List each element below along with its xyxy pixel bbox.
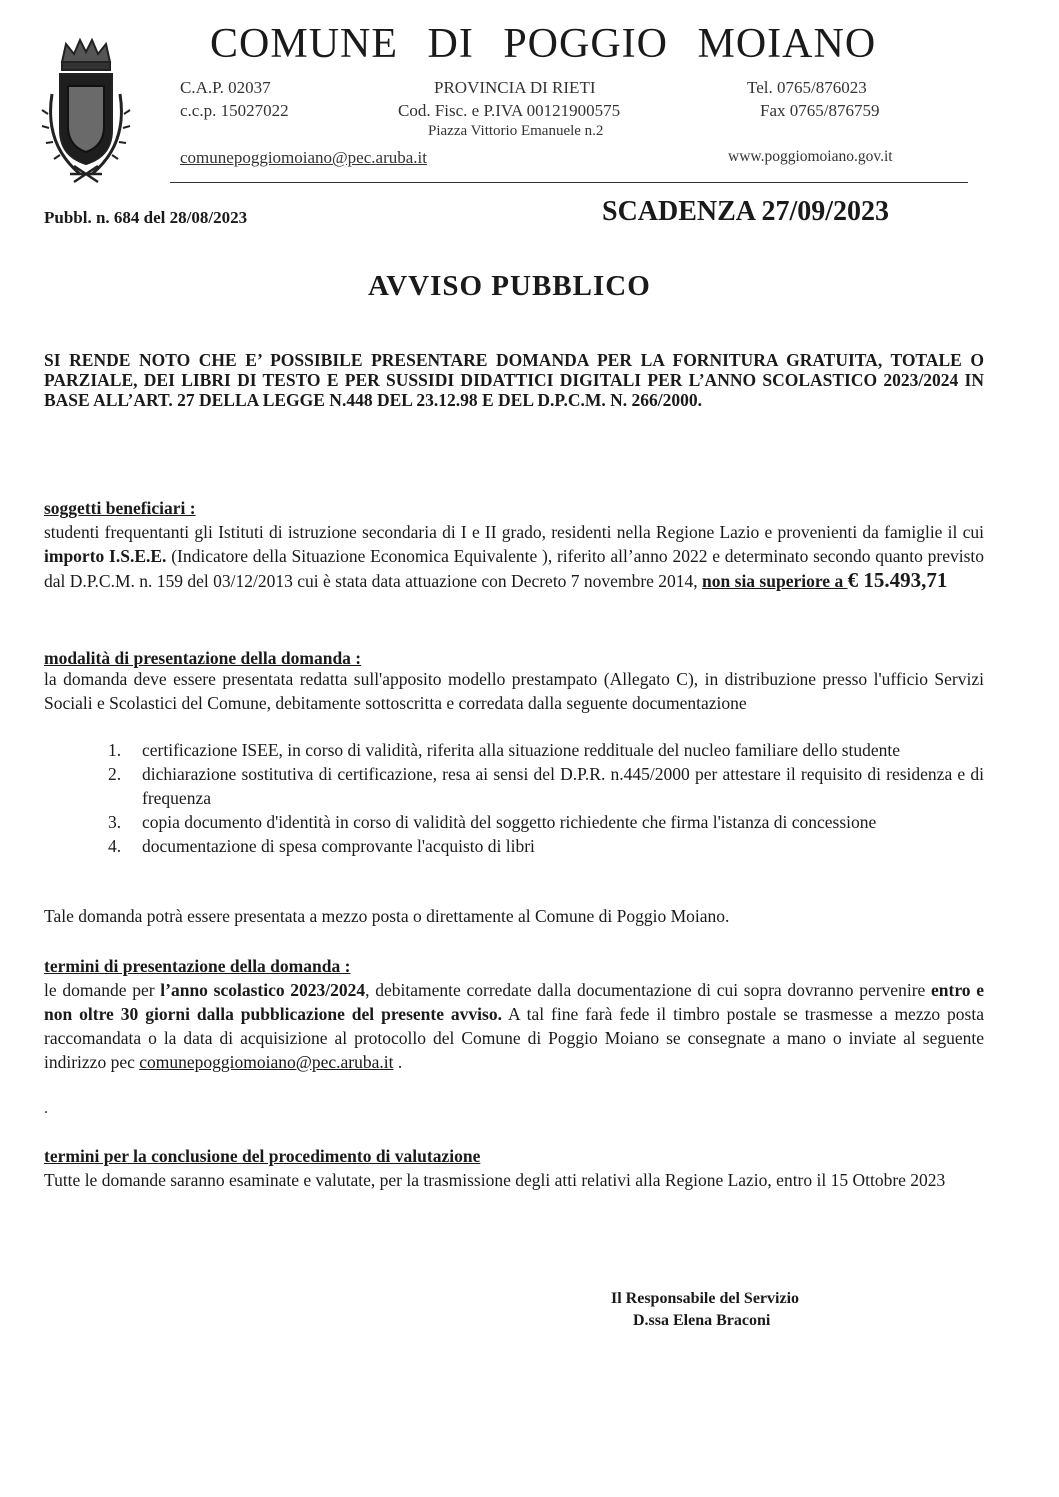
website: www.poggiomoiano.gov.it (728, 148, 893, 165)
signatory-name: D.ssa Elena Braconi (633, 1312, 771, 1329)
list-item: 1. certificazione ISEE, in corso di validità, riferita alla situazione reddituale del nucleo familiare dello studente (108, 740, 901, 760)
header-divider (170, 182, 968, 183)
province: PROVINCIA DI RIETI (434, 78, 596, 97)
ccp-number: c.c.p. 15027022 (180, 101, 289, 120)
modalita-text: la domanda deve essere presentata redatta sull'apposito modello prestampato (Allegato C), in distribuzione presso l'ufficio Servizi Sociali e Scolastici del Comune, debitamente sottoscritta e corredata dalla seguente documentazione (44, 669, 984, 713)
notice-title: AVVISO PUBBLICO (368, 270, 651, 302)
termini-text: le domande per l’anno scolastico 2023/2024, debitamente corredate dalla documentazione di cui sopra dovranno pervenire entro e non oltre 30 giorni dalla pubblicazione del presente avviso. A tal fine farà fede il timbro postale se trasmesse a mezzo posta raccomandata o la data di acquisizione al protocollo del Comune di Poggio Moiano se consegnate a mano o inviate al seguente indirizzo pec comunepoggiomoiano@pec.aruba.it . (44, 980, 985, 1072)
section-title-beneficiari: soggetti beneficiari : (44, 498, 196, 518)
modalita-closing: Tale domanda potrà essere presentata a mezzo posta o direttamente al Comune di Poggio Moiano. (44, 906, 730, 926)
list-item: 4. documentazione di spesa comprovante l'acquisto di libri (108, 836, 535, 856)
stray-dot: . (44, 1100, 48, 1117)
address: Piazza Vittorio Emanuele n.2 (428, 123, 604, 139)
isee-limit-amount: € 15.493,71 (847, 568, 948, 592)
fax: Fax 0765/876759 (760, 101, 880, 120)
section-title-termini: termini di presentazione della domanda : (44, 956, 351, 976)
beneficiari-text: studenti frequentanti gli Istituti di istruzione secondaria di I e II grado, residenti nella Regione Lazio e provenienti da famiglie il cui importo I.S.E.E. (Indicatore della Situazione Economica Equivalente ), riferito all’anno 2022 e determinato secondo quanto previsto dal D.P.C.M. n. 159 del 03/12/2013 cui è stata data attuazione con Decreto 7 novembre 2014, non sia superiore a € 15.493,71 (44, 522, 985, 592)
conclusione-text: Tutte le domande saranno esaminate e valutate, per la trasmissione degli atti relativi alla Regione Lazio, entro il 15 Ottobre 2023 (44, 1170, 946, 1190)
pec-address: comunepoggiomoiano@pec.aruba.it (139, 1052, 394, 1072)
section-title-modalita: modalità di presentazione della domanda : (44, 648, 362, 668)
header-pec-email: comunepoggiomoiano@pec.aruba.it (180, 148, 427, 167)
list-item: 2. dichiarazione sostitutiva di certificazione, resa ai sensi del D.P.R. n.445/2000 per attestare il requisito di residenza e di frequenza (108, 764, 984, 808)
publication-number: Pubbl. n. 684 del 28/08/2023 (44, 208, 248, 227)
tax-code: Cod. Fisc. e P.IVA 00121900575 (398, 101, 621, 120)
municipal-crest-icon (40, 34, 132, 194)
deadline: SCADENZA 27/09/2023 (602, 196, 890, 227)
documentation-list (108, 738, 984, 858)
list-item: 3. copia documento d'identità in corso di validità del soggetto richiedente che firma l'istanza di concessione (108, 812, 877, 832)
signatory-role: Il Responsabile del Servizio (611, 1290, 800, 1307)
section-title-conclusione: termini per la conclusione del procedimento di valutazione (44, 1146, 481, 1166)
municipality-title: COMUNE DI POGGIO MOIANO (210, 21, 877, 67)
postal-code: C.A.P. 02037 (180, 78, 271, 97)
telephone: Tel. 0765/876023 (747, 78, 867, 97)
notice-intro: SI RENDE NOTO CHE E’ POSSIBILE PRESENTARE DOMANDA PER LA FORNITURA GRATUITA, TOTALE O PARZIALE, DEI LIBRI DI TESTO E PER SUSSIDI DIDATTICI DIGITALI PER L’ANNO SCOLASTICO 2023/2024 IN BASE ALL’ART. 27 DELLA LEGGE N.448 DEL 23.12.98 E DEL D.P.C.M. N. 266/2000. (44, 350, 984, 410)
